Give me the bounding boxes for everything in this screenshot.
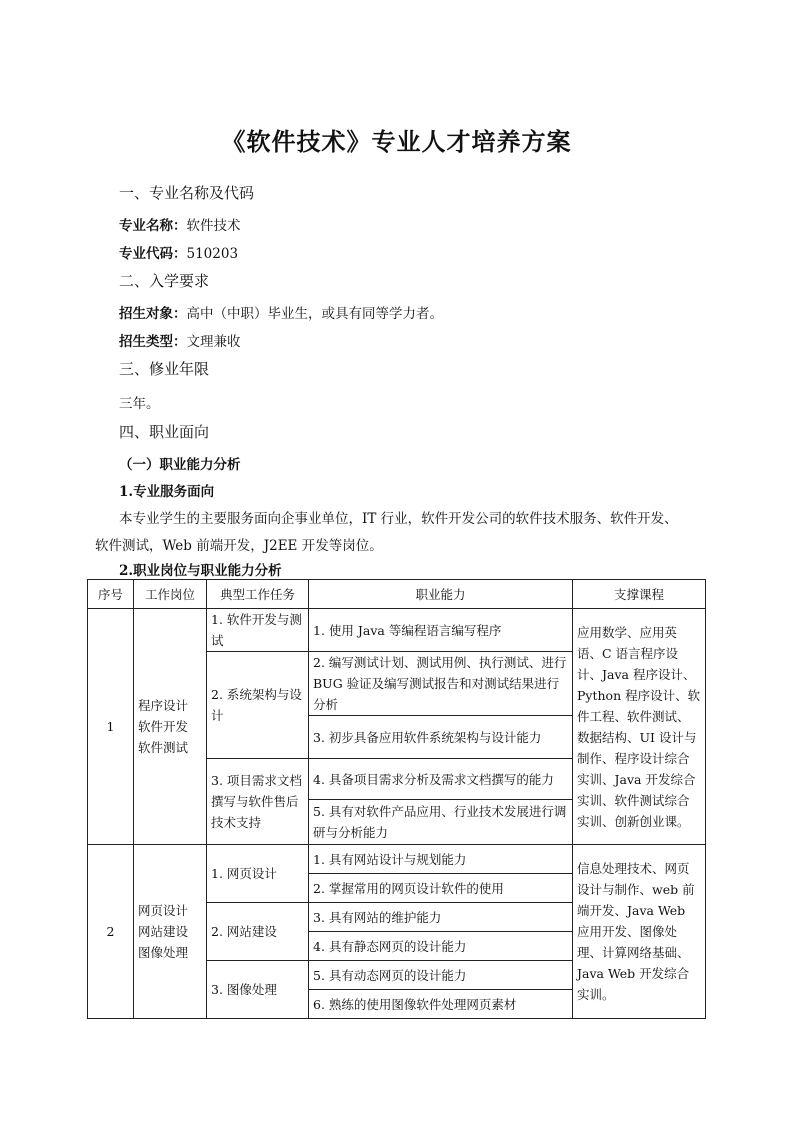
enroll-type: [119, 330, 241, 350]
label: 专业代码：: [119, 246, 187, 262]
courses: 信息处理技术、网页设计与制作、web 前端开发、Java Web 应用开发、图像处理、计算网络基础、Java Web 开发综合实训。: [573, 845, 706, 1019]
ability: 2. 编写测试计划、测试用例、执行测试、进行BUG 验证及编写测试报告和对测试结果进行分析: [309, 652, 573, 716]
value: 软件技术: [186, 218, 241, 234]
table-row: [88, 845, 706, 874]
subheading: 1.专业服务面向: [119, 484, 215, 500]
ability: 3. 初步具备应用软件系统架构与设计能力: [309, 716, 573, 759]
header-cell: 工作岗位: [134, 580, 207, 609]
task: 2. 网站建设: [207, 903, 309, 961]
ability: 1. 使用 Java 等编程语言编写程序: [309, 609, 573, 652]
task: 3. 项目需求文档撰写与软件售后技术支持: [207, 759, 309, 845]
value: 高中（中职）毕业生，或具有同等学力者。: [186, 306, 443, 322]
job-post: 网页设计 网站建设 图像处理: [134, 845, 207, 1019]
row-number: 1: [88, 609, 134, 845]
header-cell: 典型工作任务: [207, 580, 309, 609]
ability: 3. 具有网站的维护能力: [309, 903, 573, 932]
value: 510203: [186, 246, 239, 262]
task: 3. 图像处理: [207, 961, 309, 1019]
section-heading: 一、专业名称及代码: [119, 184, 255, 202]
ability: 1. 具有网站设计与规划能力: [309, 845, 573, 874]
table-row: [88, 609, 706, 652]
subheading: （一）职业能力分析: [119, 457, 241, 473]
ability: 4. 具有静态网页的设计能力: [309, 932, 573, 961]
header-cell: 序号: [88, 580, 134, 609]
task: 1. 软件开发与测试: [207, 609, 309, 652]
section-heading: 四、职业面向: [119, 423, 210, 441]
subheading: 2.职业岗位与职业能力分析: [119, 563, 282, 579]
paragraph: 本专业学生的主要服务面向企事业单位，IT 行业，软件开发公司的软件技术服务、软件开发、: [119, 511, 678, 527]
career-ability-table: [87, 579, 706, 1019]
major-code: [119, 242, 238, 262]
ability: 6. 熟练的使用图像软件处理网页素材: [309, 990, 573, 1019]
major-name: [119, 214, 241, 234]
ability: 2. 掌握常用的网页设计软件的使用: [309, 874, 573, 903]
label: 专业名称：: [119, 218, 187, 234]
table-header-row: [88, 580, 706, 609]
job-post: 程序设计 软件开发 软件测试: [134, 609, 207, 845]
task: 2. 系统架构与设计: [207, 652, 309, 759]
row-number: 2: [88, 845, 134, 1019]
value: 文理兼收: [186, 334, 241, 350]
section-heading: 三、修业年限: [119, 360, 210, 378]
label: 招生类型：: [119, 334, 187, 350]
header-cell: 支撑课程: [573, 580, 706, 609]
section-heading: 二、入学要求: [119, 272, 210, 290]
paragraph: 软件测试，Web 前端开发，J2EE 开发等岗位。: [95, 538, 383, 554]
task: 1. 网页设计: [207, 845, 309, 903]
label: 招生对象：: [119, 306, 187, 322]
duration-text: 三年。: [119, 396, 160, 412]
enroll-target: [119, 302, 443, 322]
page-title: 《软件技术》专业人才培养方案: [221, 127, 572, 156]
ability: 5. 具有对软件产品应用、行业技术发展进行调研与分析能力: [309, 800, 573, 845]
courses: 应用数学、应用英语、C 语言程序设计、Java 程序设计、Python 程序设计、软件工程、软件测试、数据结构、UI 设计与制作、程序设计综合实训、Java 开发综合实训、软件测试综合实训、创新创业课。: [573, 609, 706, 845]
ability: 4. 具备项目需求分析及需求文档撰写的能力: [309, 759, 573, 800]
header-cell: 职业能力: [309, 580, 573, 609]
ability: 5. 具有动态网页的设计能力: [309, 961, 573, 990]
